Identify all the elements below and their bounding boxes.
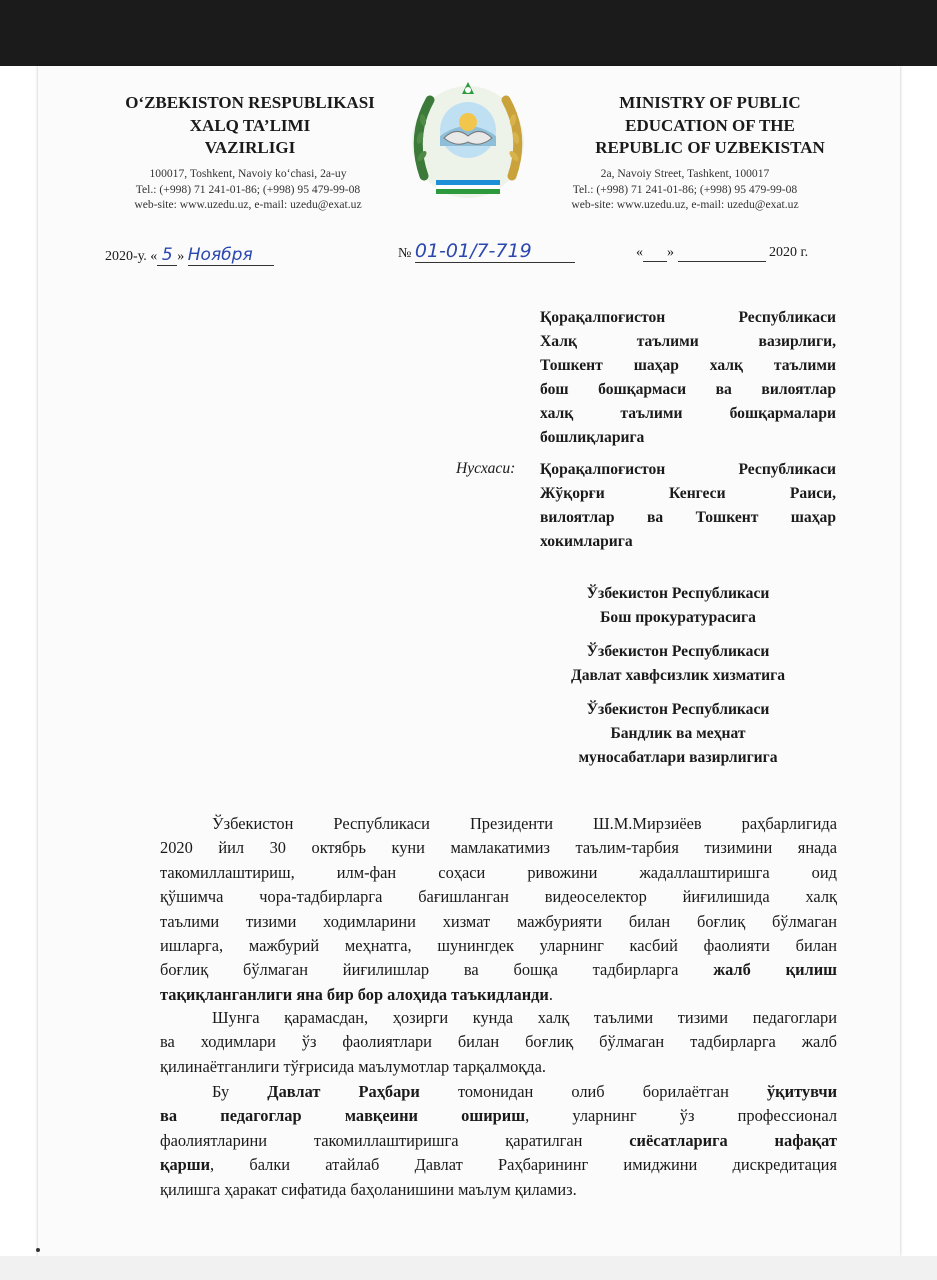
paragraph-1 [160, 812, 837, 1007]
text-run: томонидан олиб борилаётган [419, 1082, 767, 1101]
reply-open: « [636, 245, 643, 260]
text-line: 2020 йил 30 октябрь куни мамлакатимиз таълим-тарбия тизимини янада [160, 838, 837, 858]
letter-number [398, 240, 575, 263]
number-value: 01-01/7-719 [415, 240, 575, 263]
bold-run: ва педагоглар мавқеини ошириш [160, 1106, 526, 1126]
copy-label: Нусхаси: [456, 460, 516, 477]
recipient-line: Давлат хавфсизлик хизматига [571, 667, 785, 684]
address-line: 2a, Navoiy Street, Tashkent, 100017 [600, 167, 770, 180]
address-line: 100017, Toshkent, Navoiy ko‘chasi, 2a-uy [149, 167, 347, 180]
recipient-line: Ўзбекистон Республикаси [586, 643, 770, 660]
recipient-line: халқ таълими бошқармалари [540, 405, 836, 422]
ministry-name-en-line: REPUBLIC OF UZBEKISTAN [595, 138, 825, 157]
text-run: , уларнинг ўз профессионал [525, 1106, 837, 1126]
text-line [160, 1080, 837, 1104]
recipient-line: вилоятлар ва Тошкент шаҳар [540, 509, 836, 526]
text-line: қилишга ҳаракат сифатида баҳоланишини маълум қиламиз. [160, 1179, 577, 1199]
bold-run: сиёсатларига нафақат [629, 1130, 837, 1150]
text-line: ва ходимлари ўз фаолиятлари билан боғлиқ бўлмаган тадбирларга жалб [160, 1032, 837, 1052]
text-run: , балки атайлаб Давлат Раҳбарининг имиджини дискредитация [210, 1155, 837, 1175]
recipient-security-service [528, 640, 828, 688]
bold-run: жалб қилиш [713, 960, 837, 980]
ministry-address-uz [70, 166, 426, 213]
address-line: Tel.: (+998) 71 241-01-86; (+998) 95 479-99-08 [135, 182, 361, 196]
scan-dot [36, 1248, 40, 1252]
date-day: 5 [157, 245, 177, 266]
text-line [160, 1129, 837, 1153]
recipient-line: Тошкент шаҳар халқ таълими [540, 357, 836, 374]
recipient-line: Ўзбекистон Республикаси [586, 701, 770, 718]
number-prefix: № [398, 246, 412, 261]
ministry-name-en-line: MINISTRY OF PUBLIC [619, 93, 801, 112]
bold-run: тақиқланганлиги яна бир бор алоҳида таъкидланди [160, 984, 549, 1004]
recipient-line: Ўзбекистон Республикаси [586, 585, 770, 602]
bottom-margin [0, 1256, 937, 1280]
address-line: web-site: www.uzedu.uz, e-mail: uzedu@exat.uz [571, 198, 799, 211]
recipient-line: муносабатлари вазирлигига [578, 749, 778, 766]
ministry-name-en-line: EDUCATION OF THE [625, 115, 795, 135]
recipient-line: Халқ таълими вазирлиги, [540, 333, 836, 350]
text-run: фаолиятларини такомиллаштиришга қаратилган [160, 1130, 630, 1150]
main-recipients [540, 306, 836, 450]
date-mid: » [177, 249, 185, 264]
text-run: боғлиқ бўлмаган йиғилишлар ва бошқа тадбирларга [160, 960, 714, 980]
text-line: таълими тизими ходимларини хизмат мажбурияти билан боғлиқ бўлмаган [160, 911, 837, 931]
recipient-line: Бандлик ва меҳнат [610, 725, 746, 742]
recipient-line: Қорақалпоғистон Республикаси [540, 309, 836, 326]
recipient-line: Қорақалпоғистон Республикаси [540, 461, 836, 478]
ministry-name-uz-line: VAZIRLIGI [204, 138, 296, 157]
text-line: қилинаётганлиги тўғрисида маълумотлар тарқалмоқда. [160, 1056, 546, 1076]
bold-run: Давлат Раҳбари [267, 1082, 420, 1101]
paragraph-3 [160, 1080, 837, 1202]
text-line [160, 958, 837, 982]
ministry-name-uz-line: XALQ TA’LIMI [189, 115, 311, 135]
text-line: Ўзбекистон Республикаси Президенти Ш.М.Мирзиёев раҳбарлигида [212, 814, 837, 833]
reply-date [636, 245, 808, 262]
address-line: Tel.: (+998) 71 241-01-86; (+998) 95 479-99-08 [572, 182, 798, 196]
address-line: web-site: www.uzedu.uz, e-mail: uzedu@exat.uz [134, 198, 362, 211]
text-line: Шунга қарамасдан, ҳозирги кунда халқ таълими тизими педагоглари [212, 1008, 837, 1027]
phone-status-bar [0, 0, 937, 66]
text-line: ишларга, мажбурий меҳнатга, шунингдек уларнинг касбий фаолияти билан [160, 936, 837, 956]
recipient-prosecutor [528, 582, 828, 630]
bold-run: қарши [160, 1155, 211, 1175]
copy-recipients [540, 458, 836, 554]
bold-run: ўқитувчи [766, 1082, 838, 1101]
recipient-line: бош бошқармаси ва вилоятлар [540, 381, 836, 398]
text-run: Бу [212, 1082, 268, 1101]
date-month: Ноября [188, 245, 274, 266]
recipient-line: хокимларига [540, 533, 633, 550]
text-line [160, 1104, 837, 1128]
reply-suffix: 2020 г. [769, 245, 809, 260]
ministry-address-en [510, 166, 860, 213]
letter-date [105, 245, 274, 266]
date-prefix: 2020-у. « [105, 249, 158, 264]
paragraph-2 [160, 1006, 837, 1079]
recipient-line: Бош прокуратурасига [600, 609, 756, 626]
recipient-line: Жўқорғи Кенгеси Раиси, [540, 485, 836, 502]
text-line [160, 1153, 837, 1177]
text-line [160, 983, 837, 1007]
reply-mid: » [667, 245, 674, 260]
ministry-name-uz [70, 92, 430, 160]
text-line: такомиллаштириш, илм-фан соҳаси ривожини жадаллаштиришга оид [160, 862, 837, 882]
text-line: қўшимча чора-тадбирларга бағишланган видеоселектор йиғилишида халқ [160, 887, 837, 907]
ministry-name-uz-line: O‘ZBEKISTON RESPUBLIKASI [125, 93, 375, 112]
text-run: . [548, 984, 553, 1004]
recipient-line: бошлиқларига [540, 429, 645, 446]
ministry-name-en [530, 92, 890, 160]
recipient-labor-ministry [528, 698, 828, 770]
